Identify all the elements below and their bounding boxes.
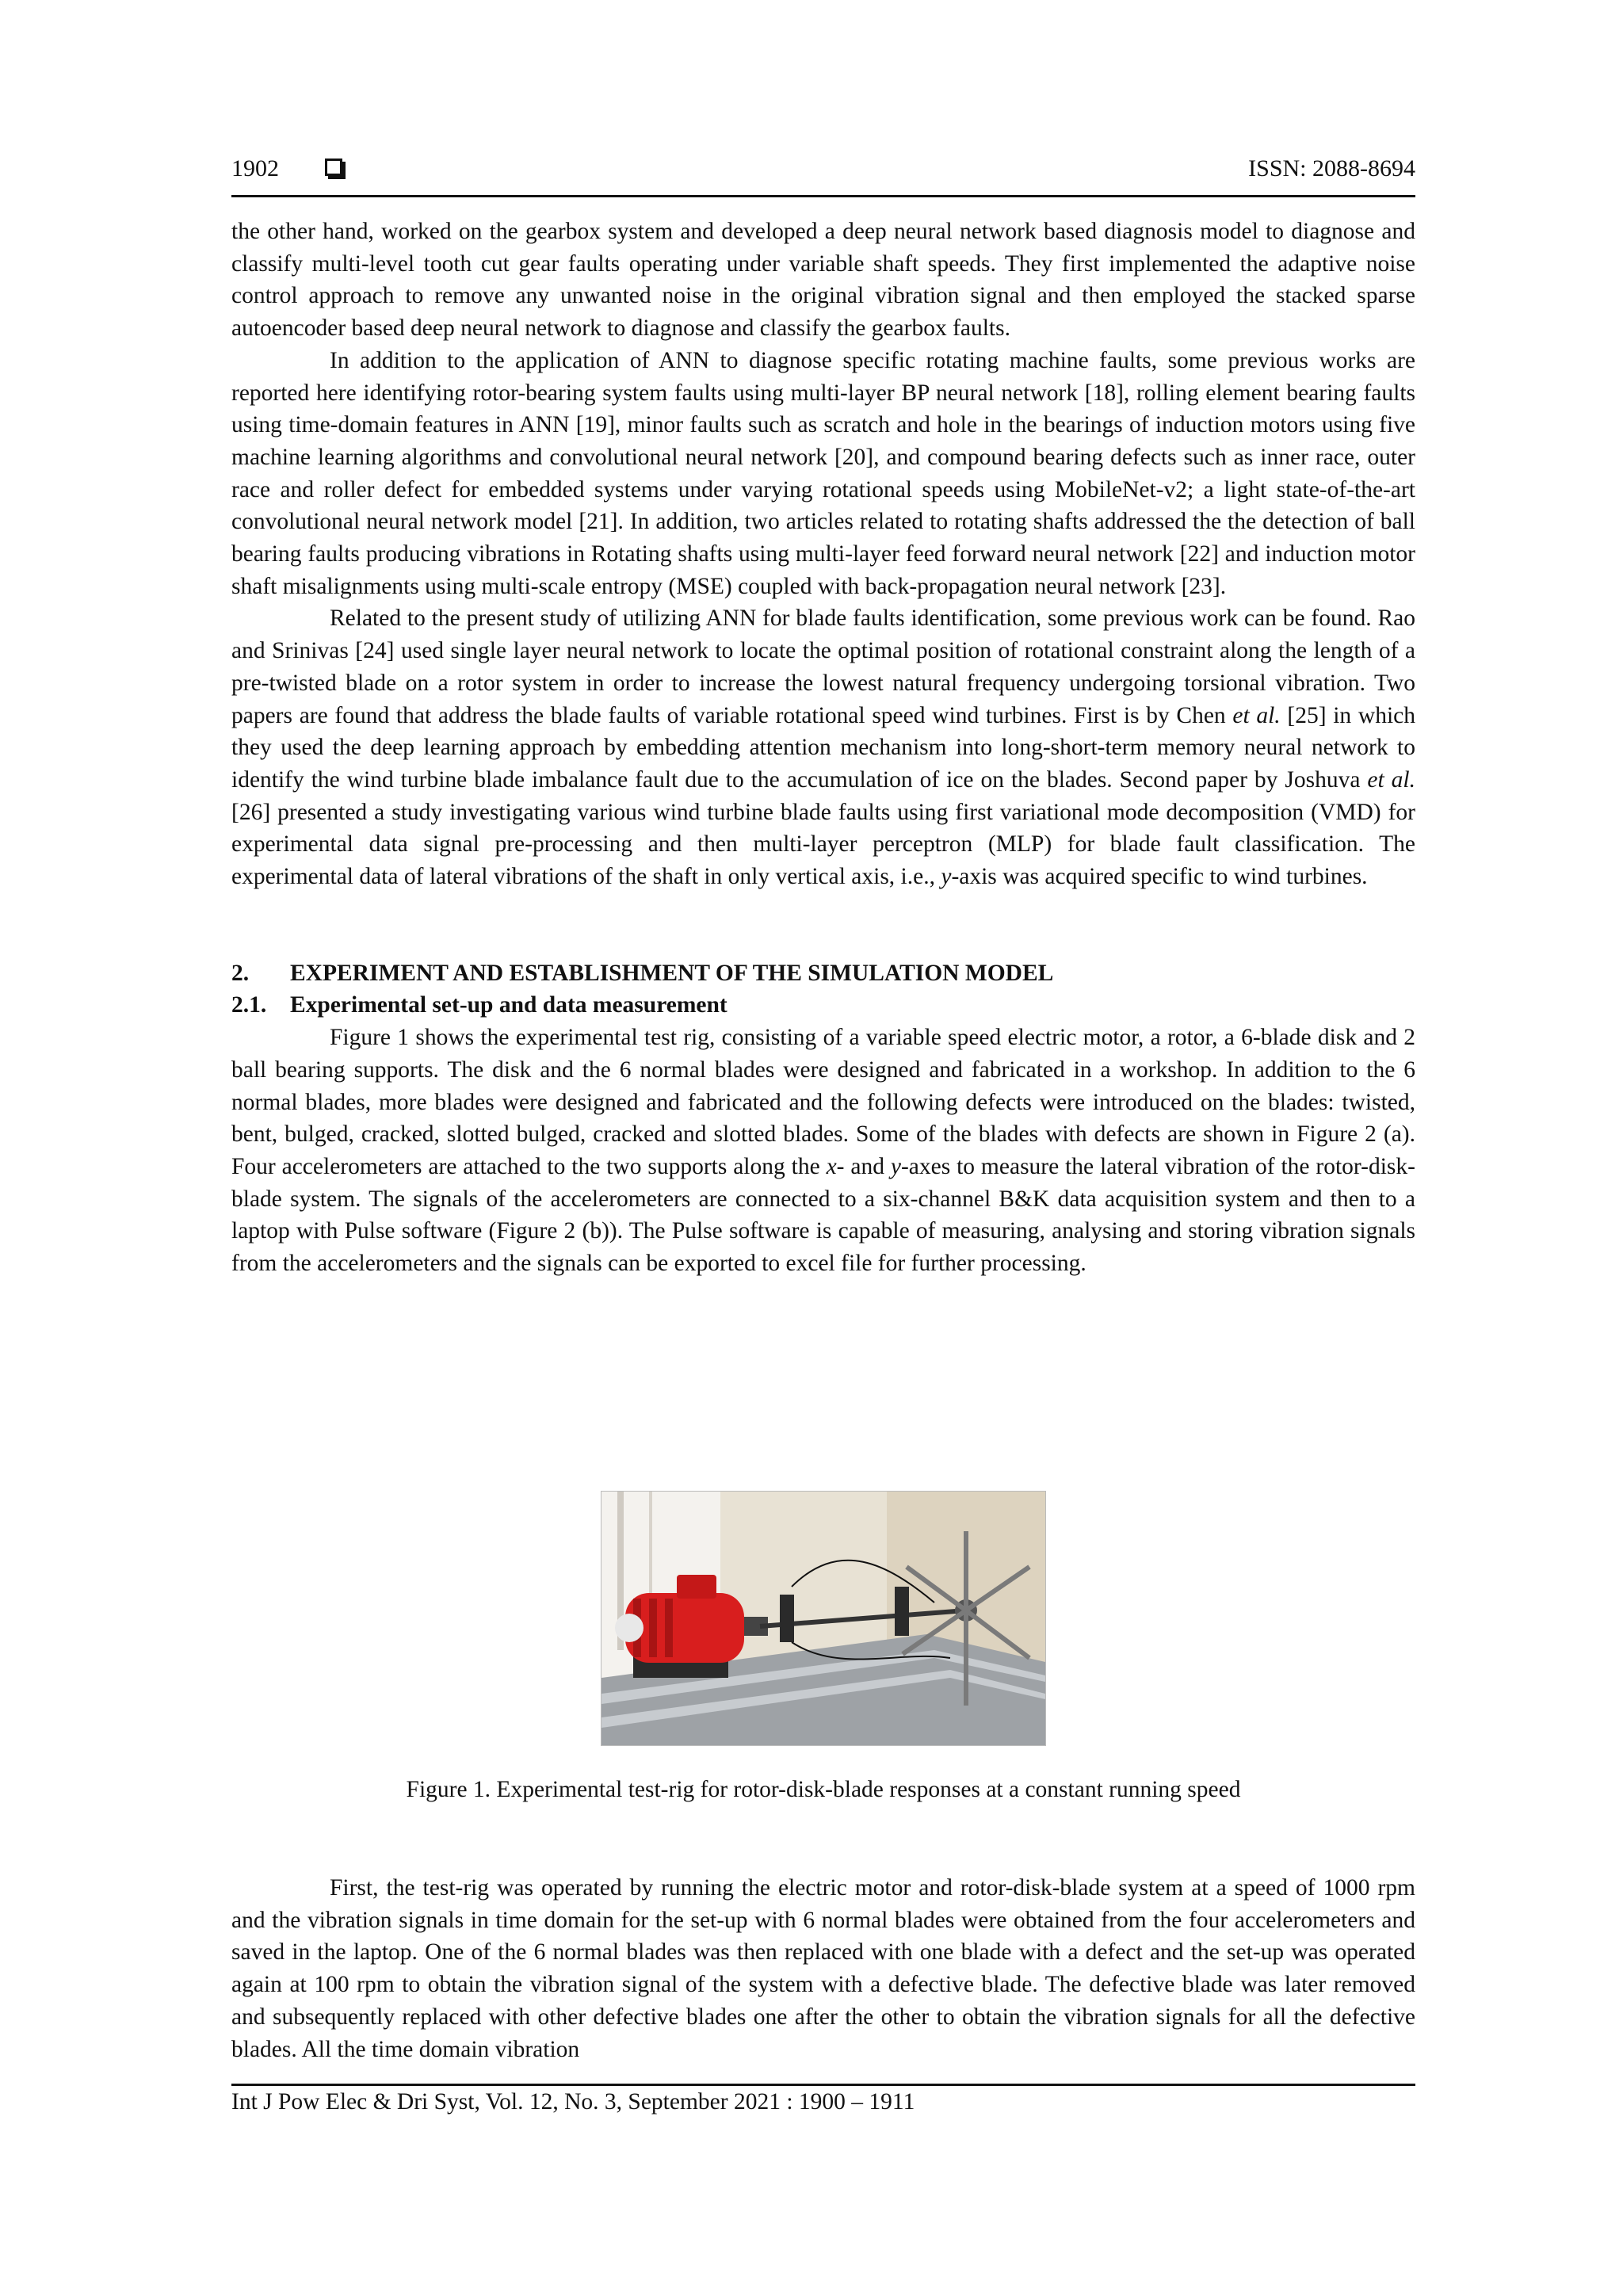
text-run: -axis was acquired specific to wind turbines.: [951, 864, 1368, 890]
page-number: 1902: [231, 155, 279, 181]
italic-run: y: [890, 1153, 901, 1179]
text-run: - and: [836, 1153, 891, 1179]
subsection-heading: [231, 989, 1415, 1022]
text-run: [26] presented a study investigating various wind turbine blade faults using first variational mode decomposition (VMD) for experimental data signal pre-processing and then multi-layer perceptron (MLP) for blade fault classification. The experimental data of lateral vibrations of the shaft in only vertical axis, i.e.,: [231, 799, 1415, 890]
italic-run: et al.: [1367, 766, 1415, 793]
text-run: [25] in which they used the deep learning approach by embedding attention mechanism into long-short-term memory neural network to identify the wind turbine blade imbalance fault due to the accumulation of ice on the blades. Second paper by Joshuva: [231, 702, 1415, 793]
checkbox-square-icon: [325, 159, 342, 176]
bearing-support: [780, 1595, 794, 1642]
subsection-number: 2.1.: [231, 992, 267, 1018]
test-rig-illustration: [601, 1492, 1045, 1745]
paragraph-1: the other hand, worked on the gearbox system and developed a deep neural network based diagnosis model to diagnose and classify multi-level tooth cut gear faults operating under variable shaft speeds. They first implemented the adaptive noise control approach to remove any unwanted noise in the original vibration signal and then employed the stacked sparse autoencoder based deep neural network to diagnose and classify the gearbox faults.: [231, 219, 1415, 342]
issn-label: ISSN: 2088-8694: [1248, 155, 1415, 181]
figure-1-photo: [601, 1491, 1046, 1746]
figure-1-caption: Figure 1. Experimental test-rig for rotor-disk-blade responses at a constant running speed: [406, 1777, 1241, 1802]
subsection-title: Experimental set-up and data measurement: [290, 992, 727, 1018]
page-header: [231, 155, 1415, 197]
text-run: Figure 1 shows the experimental test rig, consisting of a variable speed electric motor, a rotor, a 6-blade disk and 2 ball bearing supports. The disk and the 6 normal blades were designed and fabricated in a workshop. In addition to the 6 normal blades, more blades were designed and fabricated and the following defects were introduced on the blades: twisted, bent, bulged, cracked, slotted bulged, cracked and slotted blades. Some of the blades with defects are shown in Figure 2 (a). Four accelerometers are attached to the two supports along the: [231, 1025, 1415, 1179]
italic-run: x: [826, 1153, 837, 1179]
text-run: -axes to measure the lateral vibration of the rotor-disk-blade system. The signals of the accelerometers are connected to a six-channel B&K data acquisition system and then to a laptop with Pulse software (Figure 2 (b)). The Pulse software is capable of measuring, analysing and storing vibration signals from the accelerometers and the signals can be exported to excel file for further processing.: [231, 1153, 1415, 1277]
bearing-support: [895, 1587, 909, 1636]
italic-run: y: [941, 864, 952, 890]
motor-end-cap: [615, 1614, 643, 1642]
footer-rule: [231, 2084, 1415, 2086]
paragraph-3: [231, 602, 1415, 892]
body-text: [231, 216, 1415, 1280]
terminal-box: [677, 1575, 716, 1599]
motor-fin: [665, 1599, 673, 1657]
paragraph-5: First, the test-rig was operated by running the electric motor and rotor-disk-blade system at a speed of 1000 rpm and the vibration signals in time domain for the set-up with 6 normal blades were obtained from the four accelerometers and saved in the laptop. One of the 6 normal blades was then replaced with one blade with a defect and the set-up was operated again at 100 rpm to obtain the vibration signal of the system with a defective blade. The defective blade was later removed and subsequently replaced with other defective blades one after the other to obtain the vibration signals for all the defective blades. All the time domain vibration: [231, 1875, 1415, 2062]
body-text-continued: [231, 1872, 1415, 2065]
paragraph-2: In addition to the application of ANN to diagnose specific rotating machine faults, some previous works are reported here identifying rotor-bearing system faults using multi-layer BP neural network [18], rolling element bearing faults using time-domain features in ANN [19], minor faults such as scratch and hole in the bearings of induction motors using five machine learning algorithms and convolutional neural network [20], and compound bearing defects such as inner race, outer race and roller defect for embedded systems under varying rotational speeds using MobileNet-v2; a light state-of-the-art convolutional neural network model [21]. In addition, two articles related to rotating shafts addressed the the detection of ball bearing faults producing vibrations in Rotating shafts using multi-layer feed forward neural network [22] and induction motor shaft misalignments using multi-scale entropy (MSE) coupled with back-propagation neural network [23].: [231, 347, 1415, 599]
section-number: 2.: [231, 960, 250, 986]
footer-citation: Int J Pow Elec & Dri Syst, Vol. 12, No. 3, September 2021 : 1900 – 1911: [231, 2089, 915, 2115]
motor-fin: [649, 1599, 657, 1657]
paragraph-4: [231, 1022, 1415, 1280]
section-title: EXPERIMENT AND ESTABLISHMENT OF THE SIMULATION MODEL: [290, 960, 1054, 986]
italic-run: et al.: [1232, 702, 1281, 728]
section-heading: [231, 957, 1415, 990]
text-run: Related to the present study of utilizing ANN for blade faults identification, some previous work can be found. Rao and Srinivas [24] used single layer neural network to locate the optimal position of rotational constraint along the length of a pre-twisted blade on a rotor system in order to increase the lowest natural frequency undergoing torsional vibration. Two papers are found that address the blade faults of variable rotational speed wind turbines. First is by Chen: [231, 606, 1415, 728]
